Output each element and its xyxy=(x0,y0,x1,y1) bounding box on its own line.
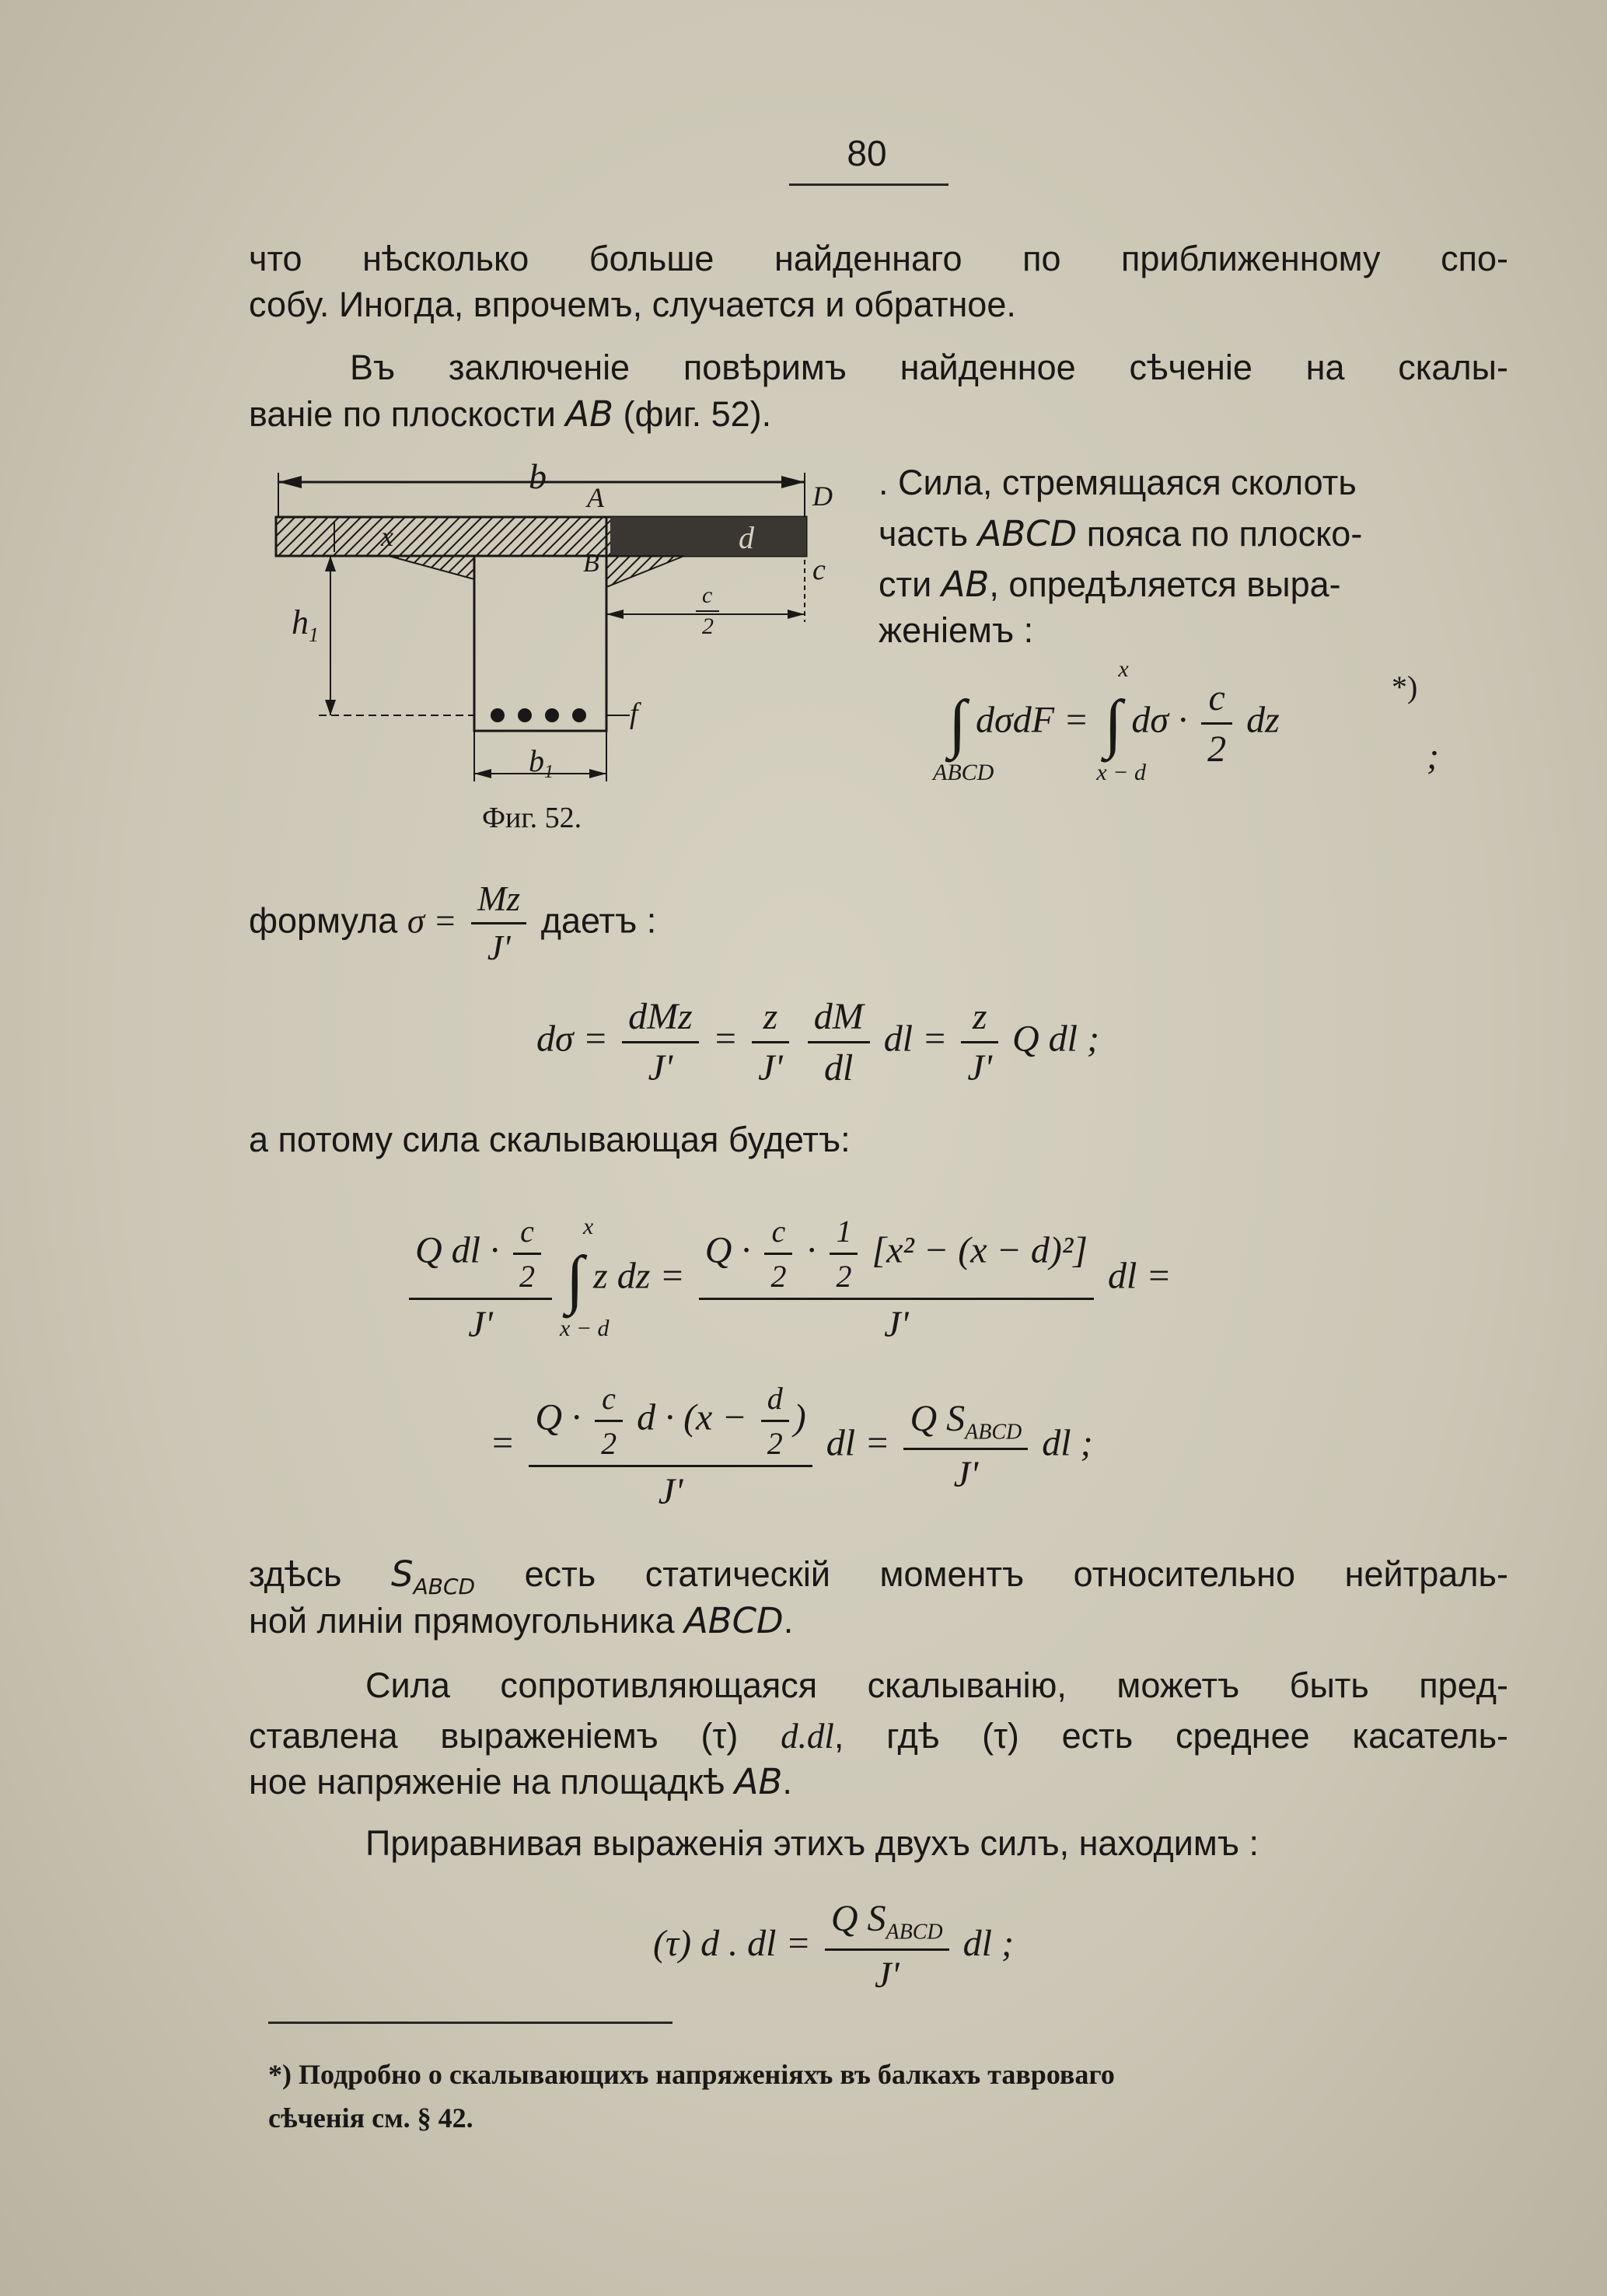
rebar-2 xyxy=(518,708,532,722)
paragraph-4-line-1: Сила сопротивляющаяся скалыванію, можетъ быть пред- xyxy=(365,1665,1508,1705)
integral-sign: ∫ xyxy=(948,687,967,760)
figure-52-diagram xyxy=(264,459,840,785)
paragraph-3-line-1: здѣсь $S_{ABCD}$ есть статическій моментъ относительно нейтраль- xyxy=(249,1553,1508,1599)
haunch-left xyxy=(389,556,474,579)
label-x: x xyxy=(381,521,393,552)
region-abcd xyxy=(610,517,806,556)
paragraph-2-line-1: Въ заключеніе повѣримъ найденное сѣченіе на скалы- xyxy=(350,348,1508,387)
page-number-rule xyxy=(789,183,948,186)
equation-1: ∫ ABCD dσdF = x ∫ x − d dσ · $\frac{c}{2}$ dz xyxy=(933,656,1280,785)
formula-line: формула σ = $\frac{Mz}{J'}$ даетъ : xyxy=(249,879,657,967)
label-a: A xyxy=(587,482,604,513)
paragraph-3-line-2: ной линіи прямоугольника ABCD. xyxy=(249,1600,794,1641)
plane-ab: AB xyxy=(565,393,613,435)
label-d-inner: d xyxy=(739,520,754,555)
label-f: f xyxy=(630,697,638,730)
equation-2: dσ = $\frac{\text{dMz}}{J'}$ = $\frac{z}{J'}$ $\frac{dM}{dl}$ dl = $\frac{z}{J'}$ Q dl ; xyxy=(536,996,1099,1089)
label-c: c xyxy=(812,554,826,586)
web xyxy=(474,556,606,731)
footnote-line-1: *) Подробно о скалывающихъ напряженіяхъ въ балкахъ тавроваго xyxy=(268,2059,1115,2090)
footnote xyxy=(268,2053,1512,2140)
equation-1-footnote-mark: *) xyxy=(1392,669,1418,704)
text-potomu: а потому сила скалывающая будетъ: xyxy=(249,1120,851,1159)
paragraph-2-line-2: ваніе по плоскости AB (фиг. 52). xyxy=(249,393,772,435)
equation-4: = Q · $\frac{c}{2}$ d · (x − $\frac{d}{2}$ ) J' dl = $\frac{Q S_{ABCD}}{J'}$ dl ; xyxy=(490,1381,1093,1512)
paragraph-1-line-1: что нѣсколько больше найденнаго по приближенному спо- xyxy=(249,239,1508,278)
footnote-line-2: сѣченія см. § 42. xyxy=(268,2102,473,2133)
svg-text:c: c xyxy=(702,582,713,608)
label-h1: $h_1$ xyxy=(292,603,319,646)
integral-sign-2: ∫ xyxy=(1104,687,1123,760)
side-line-1: . Сила, стремящаяся сколоть xyxy=(879,463,1357,502)
figure-caption: Фиг. 52. xyxy=(482,802,582,834)
svg-text:2: 2 xyxy=(702,613,714,639)
arrow-right-b xyxy=(781,476,805,488)
rebar-1 xyxy=(491,708,505,722)
arrow-left-b xyxy=(278,476,302,488)
haunch-right xyxy=(606,556,684,587)
label-b-point: B xyxy=(583,549,599,578)
equation-5: (τ) d . dl = $\frac{Q S_{ABCD}}{J'}$ dl ; xyxy=(653,1898,1014,1996)
equation-3: Q dl · $\frac{c}{2}$ J' x ∫ x − d z dz = Q · $\frac{c}{2}$ · $\frac{1}{2}$ [x² − (x − d)²] J' dl = xyxy=(404,1213,1172,1346)
paragraph-1-line-2: собу. Иногда, впрочемъ, случается и обратное. xyxy=(249,285,1016,324)
footnote-rule xyxy=(268,2022,672,2024)
label-b1: $b_1$ xyxy=(529,743,554,782)
paragraph-4-line-3: ное напряженіе на площадкѣ AB. xyxy=(249,1761,792,1802)
side-line-4: женіемъ : xyxy=(879,610,1034,650)
label-b: b xyxy=(529,459,547,496)
paragraph-5: Приравнивая выраженія этихъ двухъ силъ, находимъ : xyxy=(365,1823,1259,1863)
equation-1-semicolon: ; xyxy=(1427,736,1439,777)
rebar-3 xyxy=(545,708,559,722)
label-d-upper: D xyxy=(812,481,833,512)
paragraph-4-line-2: ставлена выраженіемъ (τ) d.dl, гдѣ (τ) есть среднее касатель- xyxy=(249,1716,1508,1756)
rebar-4 xyxy=(572,708,586,722)
page-number: 80 xyxy=(847,133,887,173)
side-line-3: сти AB, опредѣляется выра- xyxy=(879,564,1341,605)
side-line-2: часть ABCD пояса по плоско- xyxy=(879,513,1363,554)
